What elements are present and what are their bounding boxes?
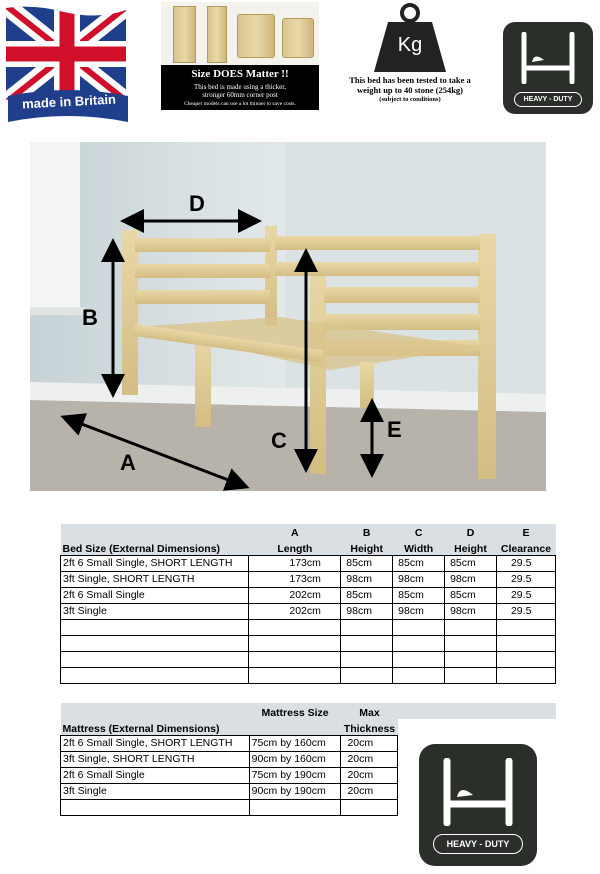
- header-spacer: [61, 703, 250, 719]
- dimension-label-c: C: [271, 428, 287, 453]
- length-cell: 173cm: [249, 571, 341, 587]
- bed-size-cell: 2ft 6 Small Single: [61, 587, 249, 603]
- width-cell: 85cm: [393, 587, 445, 603]
- height-d-cell: 85cm: [445, 587, 497, 603]
- heavy-duty-badge-small: [503, 22, 593, 114]
- max-thickness-cell: 20cm: [341, 767, 398, 783]
- weight-unit: Kg: [397, 34, 423, 56]
- dimension-label-a: A: [120, 450, 136, 475]
- header-height-d: Height: [445, 539, 497, 555]
- height-cell: 85cm: [341, 587, 393, 603]
- height-d-cell: 98cm: [445, 571, 497, 587]
- mattress-size-cell: 75cm by 190cm: [249, 767, 341, 783]
- table-row: [61, 571, 556, 587]
- bed-size-cell: 3ft Single, SHORT LENGTH: [61, 571, 249, 587]
- thick-post-image: [282, 18, 314, 58]
- corner-post-photo: [161, 2, 319, 65]
- bed-icon: [441, 758, 515, 826]
- mattress-size-cell: 75cm by 160cm: [249, 735, 341, 751]
- weight-line-1: This bed has been tested to take a: [349, 75, 471, 85]
- header-letter-a: A: [249, 524, 341, 539]
- header-mattress: Mattress (External Dimensions): [61, 719, 250, 735]
- height-d-cell: 85cm: [445, 555, 497, 571]
- header-letter-d: D: [445, 524, 497, 539]
- thin-post-image: [173, 6, 196, 63]
- max-thickness-cell: 20cm: [341, 783, 398, 799]
- height-cell: 98cm: [341, 571, 393, 587]
- header-mattress-size: Mattress Size: [249, 703, 341, 719]
- mattress-size-cell: 90cm by 160cm: [249, 751, 341, 767]
- header-spacer: [61, 524, 249, 539]
- heavy-duty-badge-large: [419, 744, 537, 866]
- header-letter-c: C: [393, 524, 445, 539]
- empty-table-row: [61, 651, 556, 667]
- mattress-size-cell: 90cm by 190cm: [249, 783, 341, 799]
- clearance-cell: 29.5: [496, 587, 555, 603]
- bed-dimensions-table: [60, 524, 556, 684]
- header-thickness: Thickness: [341, 719, 398, 735]
- clearance-cell: 29.5: [496, 571, 555, 587]
- length-cell: 173cm: [249, 555, 341, 571]
- max-thickness-cell: 20cm: [341, 751, 398, 767]
- weight-caption: [335, 75, 485, 105]
- size-headline: Size DOES Matter !!: [191, 68, 289, 80]
- header-max: Max: [341, 703, 398, 719]
- header-letter-b: B: [341, 524, 393, 539]
- mattress-name-cell: 2ft 6 Small Single, SHORT LENGTH: [61, 735, 250, 751]
- header-letter-e: E: [496, 524, 555, 539]
- mattress-name-cell: 2ft 6 Small Single: [61, 767, 250, 783]
- header-spacer: [398, 719, 556, 735]
- thick-post-image: [237, 14, 275, 58]
- length-cell: 202cm: [249, 587, 341, 603]
- max-thickness-cell: 20cm: [341, 735, 398, 751]
- size-line-3: Cheaper models can use a lot thinner to save costs.: [184, 101, 296, 107]
- header-width: Width: [393, 539, 445, 555]
- clearance-cell: 29.5: [496, 555, 555, 571]
- size-line-1: This bed is made using a thicker,: [193, 83, 287, 91]
- header-clearance: Clearance: [496, 539, 555, 555]
- mattress-name-cell: 3ft Single, SHORT LENGTH: [61, 751, 250, 767]
- width-cell: 98cm: [393, 603, 445, 619]
- header-height: Height: [341, 539, 393, 555]
- made-in-britain-text: made in Britain: [21, 91, 117, 112]
- weight-line-2: weight up to 40 stone (254kg): [356, 85, 464, 95]
- weight-test-badge: [335, 2, 485, 112]
- dimension-label-b: B: [82, 305, 98, 330]
- weight-note: (subject to conditions): [379, 96, 441, 103]
- table-row: [61, 555, 556, 571]
- bed-size-cell: 2ft 6 Small Single, SHORT LENGTH: [61, 555, 249, 571]
- mattress-name-cell: 3ft Single: [61, 783, 250, 799]
- bed-illustration: [30, 142, 546, 491]
- width-cell: 98cm: [393, 571, 445, 587]
- dimension-label-e: E: [387, 417, 402, 442]
- bed-size-cell: 3ft Single: [61, 603, 249, 619]
- empty-table-row: [61, 635, 556, 651]
- width-cell: 85cm: [393, 555, 445, 571]
- clearance-cell: 29.5: [496, 603, 555, 619]
- table-row: [61, 603, 556, 619]
- header-bed-size: Bed Size (External Dimensions): [61, 539, 249, 555]
- size-line-2: stronger 60mm corner post: [202, 91, 278, 99]
- heavy-duty-label-large: HEAVY - DUTY: [433, 834, 523, 854]
- table-row: [61, 587, 556, 603]
- empty-table-row: [61, 667, 556, 683]
- empty-table-row: [61, 619, 556, 635]
- bed-icon: [520, 32, 576, 84]
- bed-dimension-photo: [30, 142, 546, 491]
- header-spacer: [398, 703, 556, 719]
- heavy-duty-label-small: HEAVY - DUTY: [514, 92, 582, 107]
- thin-post-image: [207, 6, 227, 63]
- height-cell: 85cm: [341, 555, 393, 571]
- size-matters-panel: [161, 2, 319, 110]
- length-cell: 202cm: [249, 603, 341, 619]
- header-spacer: [249, 719, 341, 735]
- height-cell: 98cm: [341, 603, 393, 619]
- made-in-britain-badge: [4, 4, 130, 122]
- dimension-label-d: D: [189, 191, 205, 216]
- header-length: Length: [249, 539, 341, 555]
- height-d-cell: 98cm: [445, 603, 497, 619]
